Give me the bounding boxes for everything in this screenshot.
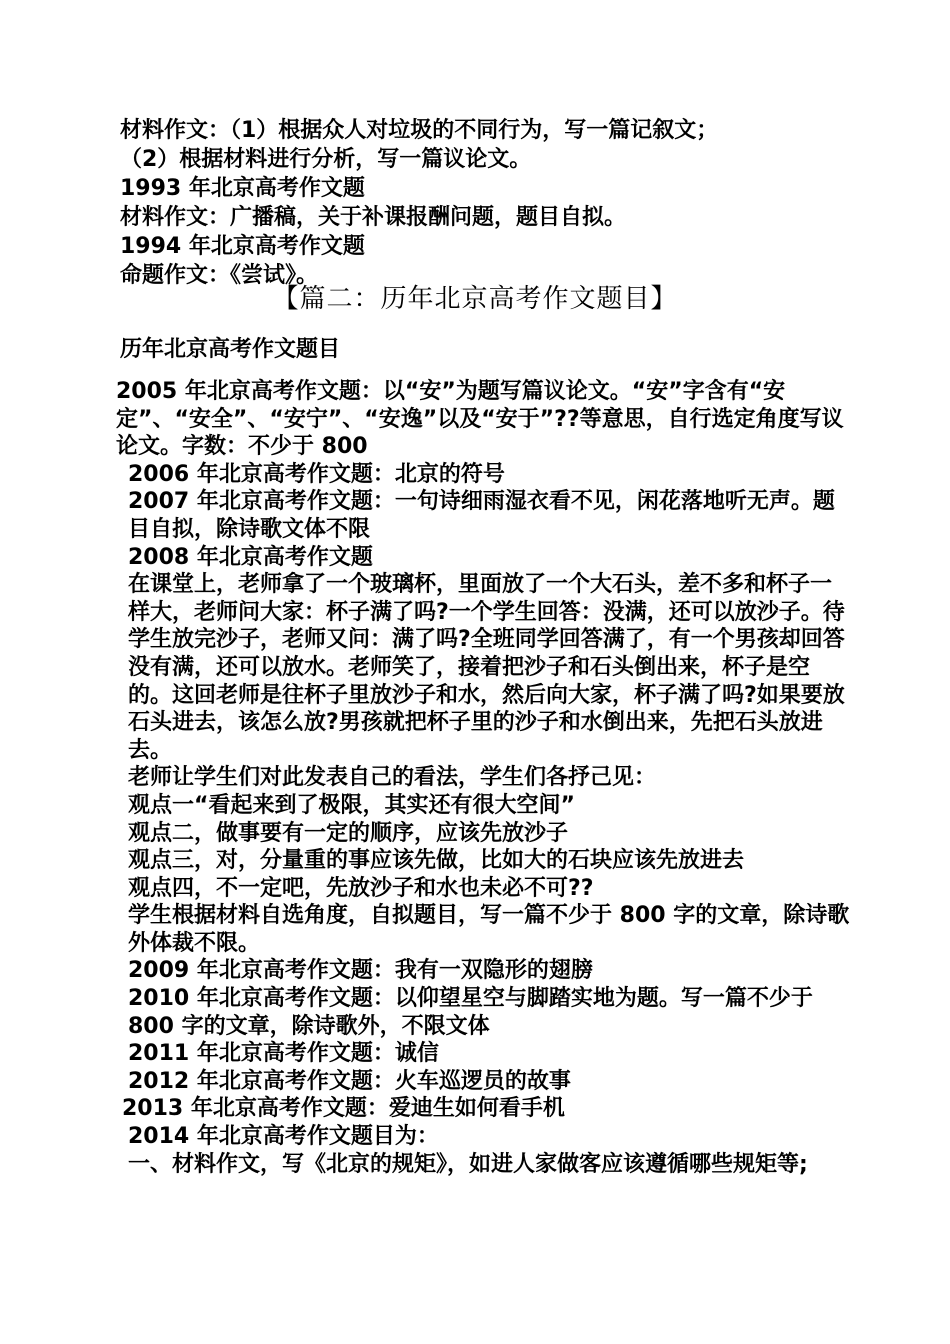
paragraph: 观点一“看起来到了极限，其实还有很大空间”: [128, 792, 575, 818]
text-line: 1994 年北京高考作文题: [120, 234, 365, 259]
text-line: 材料作文：（1）根据众人对垃圾的不同行为，写一篇记叙文；: [120, 118, 719, 143]
paragraph: 2013 年北京高考作文题：爱迪生如何看手机: [122, 1096, 565, 1122]
paragraph: 2011 年北京高考作文题：诚信: [128, 1041, 439, 1067]
sub-title: 历年北京高考作文题目: [120, 337, 341, 362]
paragraph: 2009 年北京高考作文题：我有一双隐形的翅膀: [128, 958, 593, 984]
paragraph: 2008 年北京高考作文题: [128, 544, 373, 570]
paragraph: 老师让学生们对此发表自己的看法，学生们各抒己见：: [128, 765, 657, 791]
text-line: 1993 年北京高考作文题: [120, 176, 365, 201]
intro-lines: [0, 116, 950, 290]
paragraph: 2005 年北京高考作文题：以“安”为题写篇议论文。“安”字含有“安定”、“安全”、“安宁”、“安逸”以及“安于”??等意思，自行选定角度写议论文。字数：不少于 800: [116, 379, 844, 460]
text-line: 材料作文：广播稿，关于补课报酬问题，题目自拟。: [120, 205, 627, 230]
paragraph: 2006 年北京高考作文题：北京的符号: [128, 461, 505, 487]
paragraph: 2010 年北京高考作文题：以仰望星空与脚踏实地为题。写一篇不少于 800 字的文章，除诗歌外，不限文体: [128, 986, 813, 1039]
paragraph: 在课堂上，老师拿了一个玻璃杯，里面放了一个大石头，差不多和杯子一样大，老师问大家：杯子满了吗?一个学生回答：没满，还可以放沙子。待学生放完沙子，老师又问：满了吗?全班同学回答满了，有一个男孩却回答没有满，还可以放水。老师笑了，接着把沙子和石头倒出来，杯子是空的。这回老师是往杯子里放沙子和水，然后向大家，杯子满了吗?如果要放石头进去，该怎么放?男孩就把杯子里的沙子和水倒出来，先把石头放进去。: [128, 572, 845, 763]
paragraph: 2014 年北京高考作文题目为：: [128, 1124, 439, 1150]
body-text: [0, 378, 950, 1178]
paragraph: 观点三，对，分量重的事应该先做，比如大的石块应该先放进去: [128, 848, 745, 874]
paragraph: 2007 年北京高考作文题：一句诗细雨湿衣看不见，闲花落地听无声。题目自拟，除诗歌文体不限: [128, 489, 835, 542]
paragraph: 一、材料作文，写《北京的规矩》，如进人家做客应该遵循哪些规矩等;: [128, 1151, 808, 1177]
section-title: 【篇二：历年北京高考作文题目】: [272, 284, 678, 314]
paragraph: 观点二，做事要有一定的顺序，应该先放沙子: [128, 820, 569, 846]
text-line: 命题作文：《尝试》。: [120, 263, 319, 288]
paragraph: 观点四，不一定吧，先放沙子和水也未必不可??: [128, 875, 594, 901]
text-line: （2）根据材料进行分析，写一篇议论文。: [120, 147, 532, 172]
paragraph: 学生根据材料自选角度，自拟题目，写一篇不少于 800 字的文章，除诗歌外体裁不限。: [128, 903, 850, 956]
paragraph: 2012 年北京高考作文题：火车巡逻员的故事: [128, 1068, 571, 1094]
